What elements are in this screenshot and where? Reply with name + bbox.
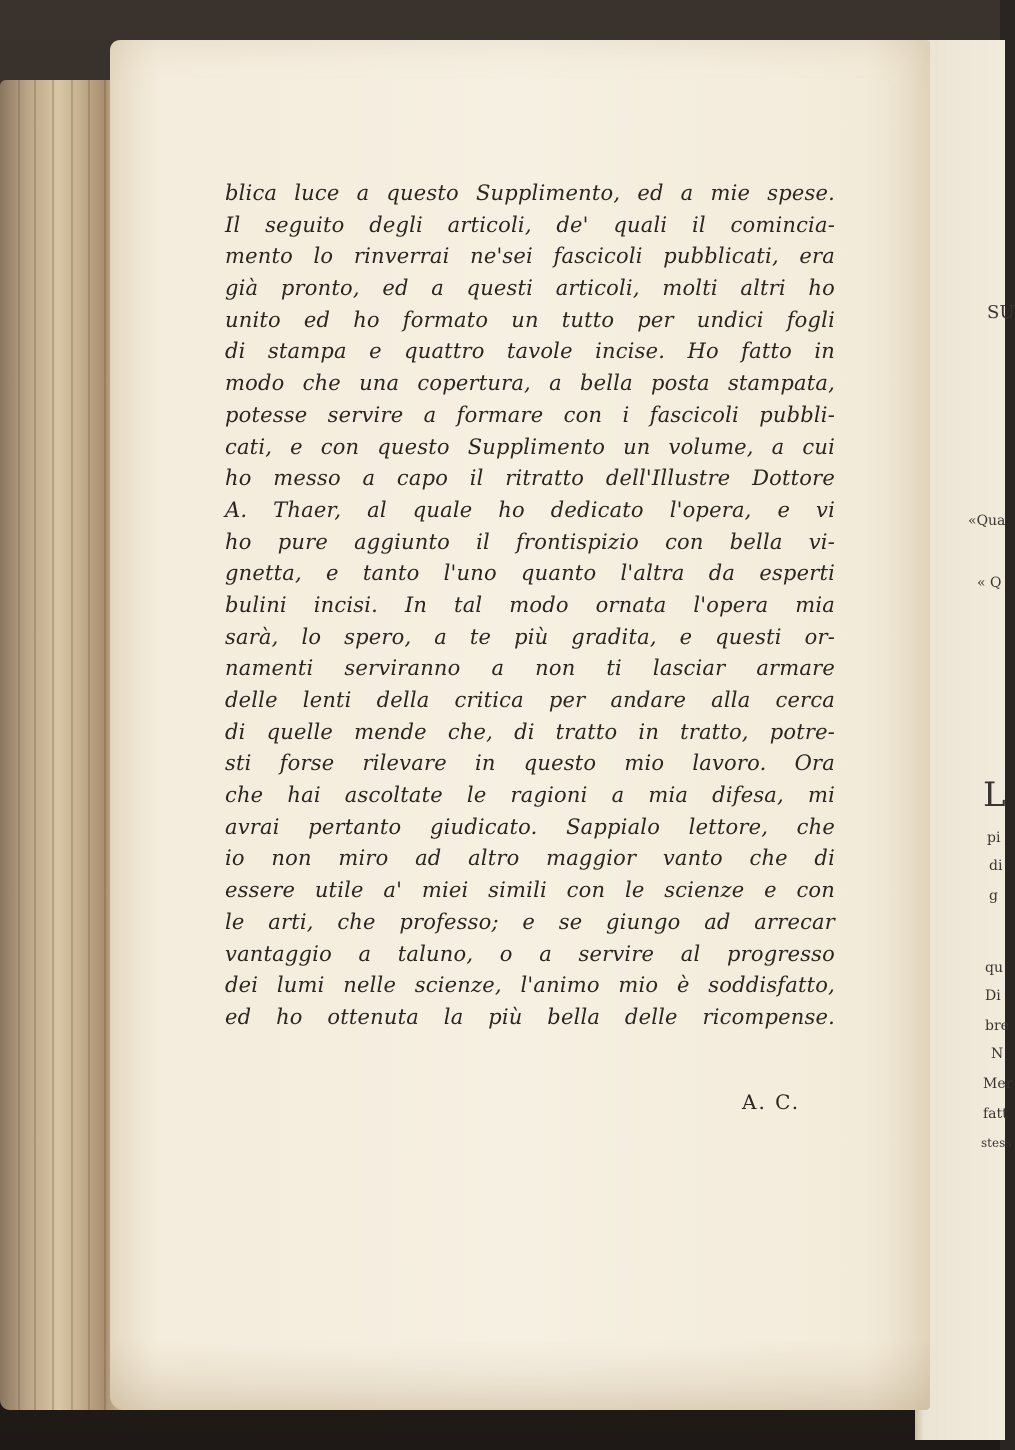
adjacent-fragment: Mer	[983, 1076, 1013, 1092]
text-line: sti forse rilevare in questo mio lavoro. Ora	[225, 751, 835, 776]
text-line: di quelle mende che, di tratto in tratto, potre-	[225, 719, 835, 744]
text-line: mento lo rinverrai ne'sei fascicoli pubblicati, era	[225, 244, 835, 269]
text-line: ho messo a capo il ritratto dell'Illustre Dottore	[225, 466, 835, 491]
text-line: gnetta, e tanto l'uno quanto l'altra da esperti	[225, 561, 835, 586]
text-line: namenti serviranno a non ti lasciar armare	[225, 656, 835, 681]
text-line: Il seguito degli articoli, de' quali il comincia-	[225, 212, 835, 237]
page-shadow	[110, 1340, 930, 1410]
text-line: io non miro ad altro maggior vanto che di	[225, 846, 835, 871]
adjacent-fragment: bre	[985, 1018, 1009, 1034]
text-line: potesse servire a formare con i fascicoli pubbli-	[225, 402, 835, 427]
adjacent-fragment: SU	[987, 302, 1015, 323]
adjacent-fragment: L	[983, 775, 1006, 815]
adjacent-fragment: « Q	[977, 575, 1002, 591]
text-line: cati, e con questo Supplimento un volume, a cui	[225, 434, 835, 459]
adjacent-fragment: g	[989, 888, 998, 904]
text-line: le arti, che professo; e se giungo ad arrecar	[225, 909, 835, 934]
text-line: delle lenti della critica per andare alla cerca	[225, 688, 835, 712]
adjacent-fragment: Di	[985, 988, 1001, 1004]
text-line: che hai ascoltate le ragioni a mia difesa, mi	[225, 783, 835, 808]
text-line: sarà, lo spero, a te più gradita, e questi or-	[225, 624, 835, 649]
text-line: unito ed ho formato un tutto per undici fogli	[225, 307, 835, 332]
text-line: ed ho ottenuta la più bella delle ricompense.	[225, 1004, 835, 1029]
adjacent-fragment: N	[991, 1046, 1004, 1062]
adjacent-fragment: «Qua	[968, 513, 1006, 529]
text-line: A. Thaer, al quale ho dedicato l'opera, e vi	[225, 497, 835, 522]
author-initials: A. C.	[742, 1090, 801, 1114]
text-line: già pronto, ed a questi articoli, molti altri ho	[225, 276, 835, 301]
text-line: di stampa e quattro tavole incise. Ho fatto in	[225, 339, 835, 364]
text-line: dei lumi nelle scienze, l'animo mio è soddisfatto,	[225, 973, 835, 998]
text-line: essere utile a' miei simili con le scienze e con	[225, 878, 835, 903]
text-line: modo che una copertura, a bella posta stampata,	[225, 371, 835, 396]
adjacent-fragment: di	[989, 858, 1003, 874]
text-line: blica luce a questo Supplimento, ed a mie spese.	[225, 181, 835, 205]
text-line: ho pure aggiunto il frontispizio con bella vi-	[225, 529, 835, 554]
body-text	[225, 178, 835, 1034]
text-line: vantaggio a taluno, o a servire al progresso	[225, 941, 835, 966]
adjacent-fragment: fatt	[983, 1106, 1008, 1122]
adjacent-fragment: qu	[985, 960, 1003, 976]
text-line: bulini incisi. In tal modo ornata l'opera mia	[225, 592, 835, 617]
adjacent-fragment: pi	[987, 830, 1001, 846]
text-line: avrai pertanto giudicato. Sappialo lettore, che	[225, 814, 835, 839]
adjacent-fragment: stess	[981, 1136, 1012, 1150]
